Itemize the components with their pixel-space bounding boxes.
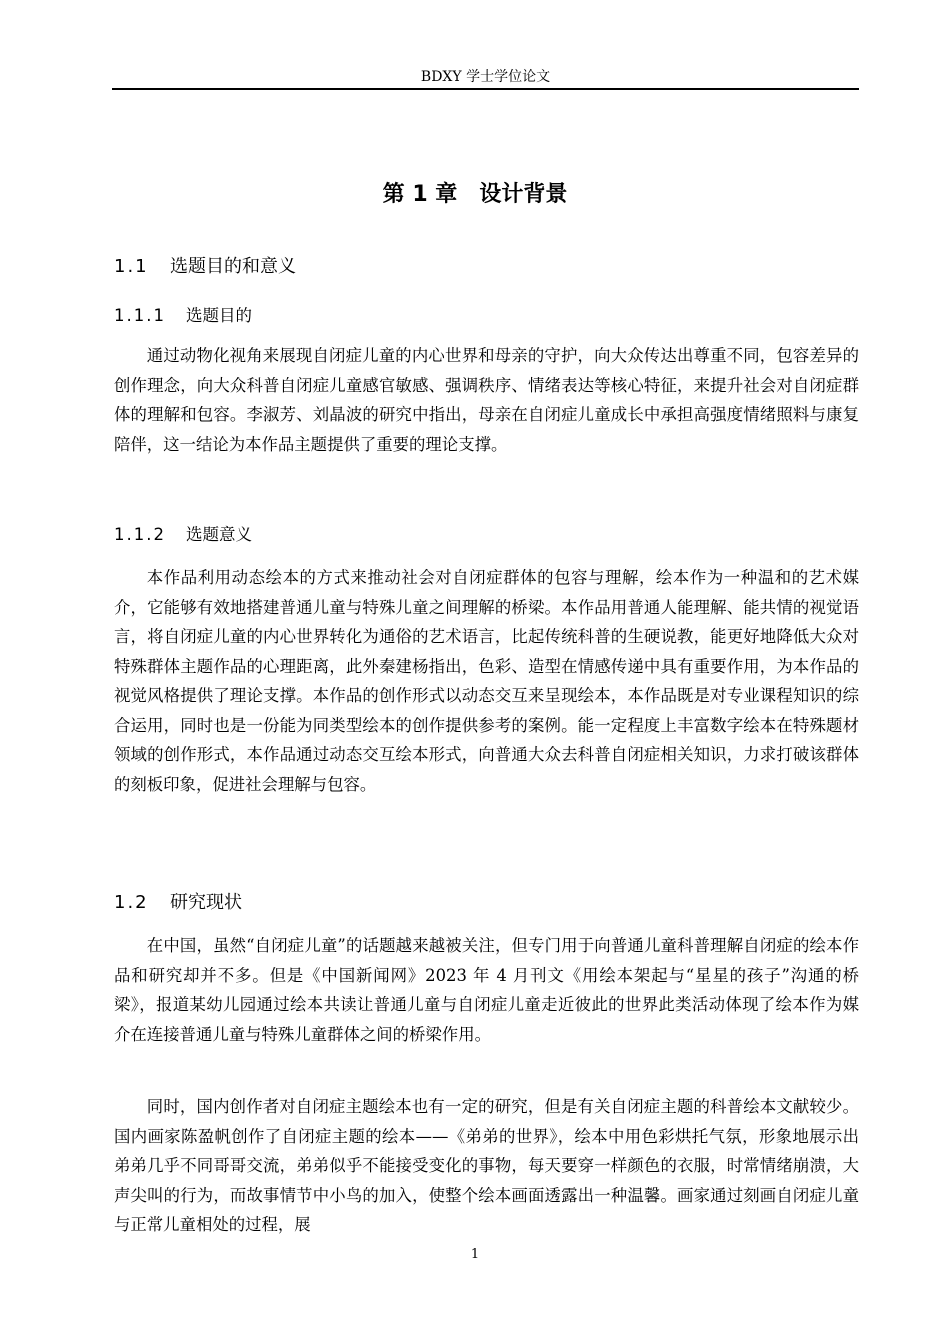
subsection-heading-1-1-1 xyxy=(114,303,252,329)
body-paragraph-1-1-1: 通过动物化视角来展现自闭症儿童的内心世界和母亲的守护，向大众传达出尊重不同，包容差异的创作理念，向大众科普自闭症儿童感官敏感、强调秩序、情绪表达等核心特征，来提升社会对自闭症群体的理解和包容。李淑芳、刘晶波的研究中指出，母亲在自闭症儿童成长中承担高强度情绪照料与康复陪伴，这一结论为本作品主题提供了重要的理论支撑。 xyxy=(114,346,859,454)
body-paragraph-1-2-a: 在中国，虽然“自闭症儿童”的话题越来越被关注，但专门用于向普通儿童科普理解自闭症的绘本作品和研究却并不多。但是《中国新闻网》2023 年 4 月刊文《用绘本架起与“星星的孩子”沟通的桥梁》，报道某幼儿园通过绘本共读让普通儿童与自闭症儿童走近彼此的世界此类活动体现了绘本作为媒介在连接普通儿童与特殊儿童群体之间的桥梁作用。 xyxy=(114,936,859,1044)
chapter-title: 设计背景 xyxy=(479,182,568,207)
section-number: 1.1 xyxy=(114,256,149,277)
subsection-number: 1.1.2 xyxy=(114,525,166,544)
section-title: 研究现状 xyxy=(170,892,242,913)
chapter-heading xyxy=(0,178,950,212)
body-paragraph-1-2-b: 同时，国内创作者对自闭症主题绘本也有一定的研究，但是有关自闭症主题的科普绘本文献较少。国内画家陈盈帆创作了自闭症主题的绘本——《弟弟的世界》，绘本中用色彩烘托气氛，形象地展示出弟弟几乎不同哥哥交流，弟弟似乎不能接受变化的事物，每天要穿一样颜色的衣服，时常情绪崩溃，大声尖叫的行为，而故事情节中小鸟的加入，使整个绘本画面透露出一种温馨。画家通过刻画自闭症儿童与正常儿童相处的过程，展 xyxy=(114,1097,859,1234)
section-number: 1.2 xyxy=(114,892,149,913)
running-header-title: BDXY 学士学位论文 xyxy=(420,69,551,85)
subsection-number: 1.1.1 xyxy=(114,306,166,325)
chapter-number: 第 1 章 xyxy=(382,182,458,207)
subsection-heading-1-1-2 xyxy=(114,522,252,548)
section-heading-1-2 xyxy=(114,889,242,917)
section-heading-1-1 xyxy=(114,253,296,281)
body-paragraph-1-1-2: 本作品利用动态绘本的方式来推动社会对自闭症群体的包容与理解，绘本作为一种温和的艺术媒介，它能够有效地搭建普通儿童与特殊儿童之间理解的桥梁。本作品用普通人能理解、能共情的视觉语言，将自闭症儿童的内心世界转化为通俗的艺术语言，比起传统科普的生硬说教，能更好地降低大众对特殊群体主题作品的心理距离，此外秦建杨指出，色彩、造型在情感传递中具有重要作用，为本作品的视觉风格提供了理论支撑。本作品的创作形式以动态交互来呈现绘本，本作品既是对专业课程知识的综合运用，同时也是一份能为同类型绘本的创作提供参考的案例。能一定程度上丰富数字绘本在特殊题材领域的创作形式，本作品通过动态交互绘本形式，向普通大众去科普自闭症相关知识，力求打破该群体的刻板印象，促进社会理解与包容。 xyxy=(114,568,859,794)
subsection-title: 选题目的 xyxy=(186,306,252,325)
page-number: 1 xyxy=(470,1247,480,1262)
running-header xyxy=(112,66,859,90)
subsection-title: 选题意义 xyxy=(186,525,252,544)
section-title: 选题目的和意义 xyxy=(170,256,296,277)
